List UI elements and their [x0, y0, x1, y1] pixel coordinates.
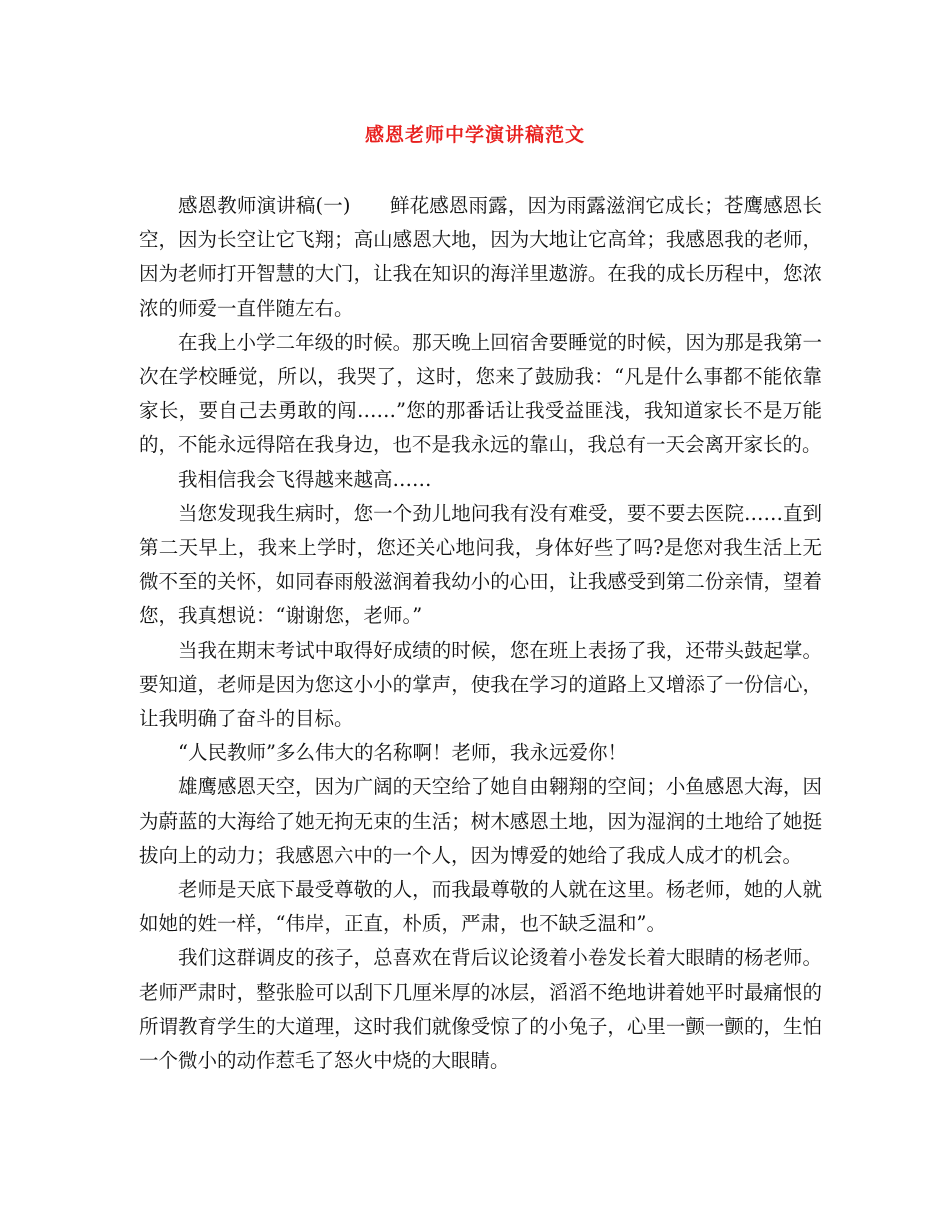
document-body: [139, 189, 822, 1078]
document-title: 感恩老师中学演讲稿范文: [364, 124, 585, 146]
paragraph-8: 老师是天底下最受尊敬的人，而我最尊敬的人就在这里。杨老师，她的人就如她的姓一样，“伟岸，正直，朴质，严肃，也不缺乏温和”。: [139, 878, 822, 936]
paragraph-4: 当您发现我生病时，您一个劲儿地问我有没有难受，要不要去医院……直到第二天早上，我来上学时，您还关心地问我，身体好些了吗?是您对我生活上无微不至的关怀，如同春雨般滋润着我幼小的心田，让我感受到第二份亲情，望着您，我真想说：“谢谢您，老师。”: [139, 501, 822, 628]
paragraph-1: 感恩教师演讲稿(一) 鲜花感恩雨露，因为雨露滋润它成长；苍鹰感恩长空，因为长空让它飞翔；高山感恩大地，因为大地让它高耸；我感恩我的老师，因为老师打开智慧的大门，让我在知识的海洋里遨游。在我的成长历程中，您浓浓的师爱一直伴随左右。: [139, 194, 822, 320]
paragraph-9: 我们这群调皮的孩子，总喜欢在背后议论烫着小卷发长着大眼睛的杨老师。老师严肃时，整张脸可以刮下几厘米厚的冰层，滔滔不绝地讲着她平时最痛恨的所谓教育学生的大道理，这时我们就像受惊了的小兔子，心里一颤一颤的，生怕一个微小的动作惹毛了怒火中烧的大眼睛。: [139, 946, 822, 1073]
paragraph-3: 我相信我会飞得越来越高……: [178, 467, 432, 491]
paragraph-2: 在我上小学二年级的时候。那天晚上回宿舍要睡觉的时候，因为那是我第一次在学校睡觉，所以，我哭了，这时，您来了鼓励我：“凡是什么事都不能依靠家长，要自己去勇敢的闯……”您的那番话让我受益匪浅，我知道家长不是万能的，不能永远得陪在我身边，也不是我永远的靠山，我总有一天会离开家长的。: [139, 330, 822, 457]
paragraph-6: “人民教师”多么伟大的名称啊！老师，我永远爱你！: [178, 741, 627, 765]
paragraph-7: 雄鹰感恩天空，因为广阔的天空给了她自由翱翔的空间；小鱼感恩大海，因为蔚蓝的大海给了她无拘无束的生活；树木感恩土地，因为湿润的土地给了她挺拔向上的动力；我感恩六中的一个人，因为博爱的她给了我成人成才的机会。: [139, 775, 822, 867]
paragraph-5: 当我在期末考试中取得好成绩的时候，您在班上表扬了我，还带头鼓起掌。要知道，老师是因为您这小小的掌声，使我在学习的道路上又增添了一份信心，让我明确了奋斗的目标。: [139, 638, 822, 731]
